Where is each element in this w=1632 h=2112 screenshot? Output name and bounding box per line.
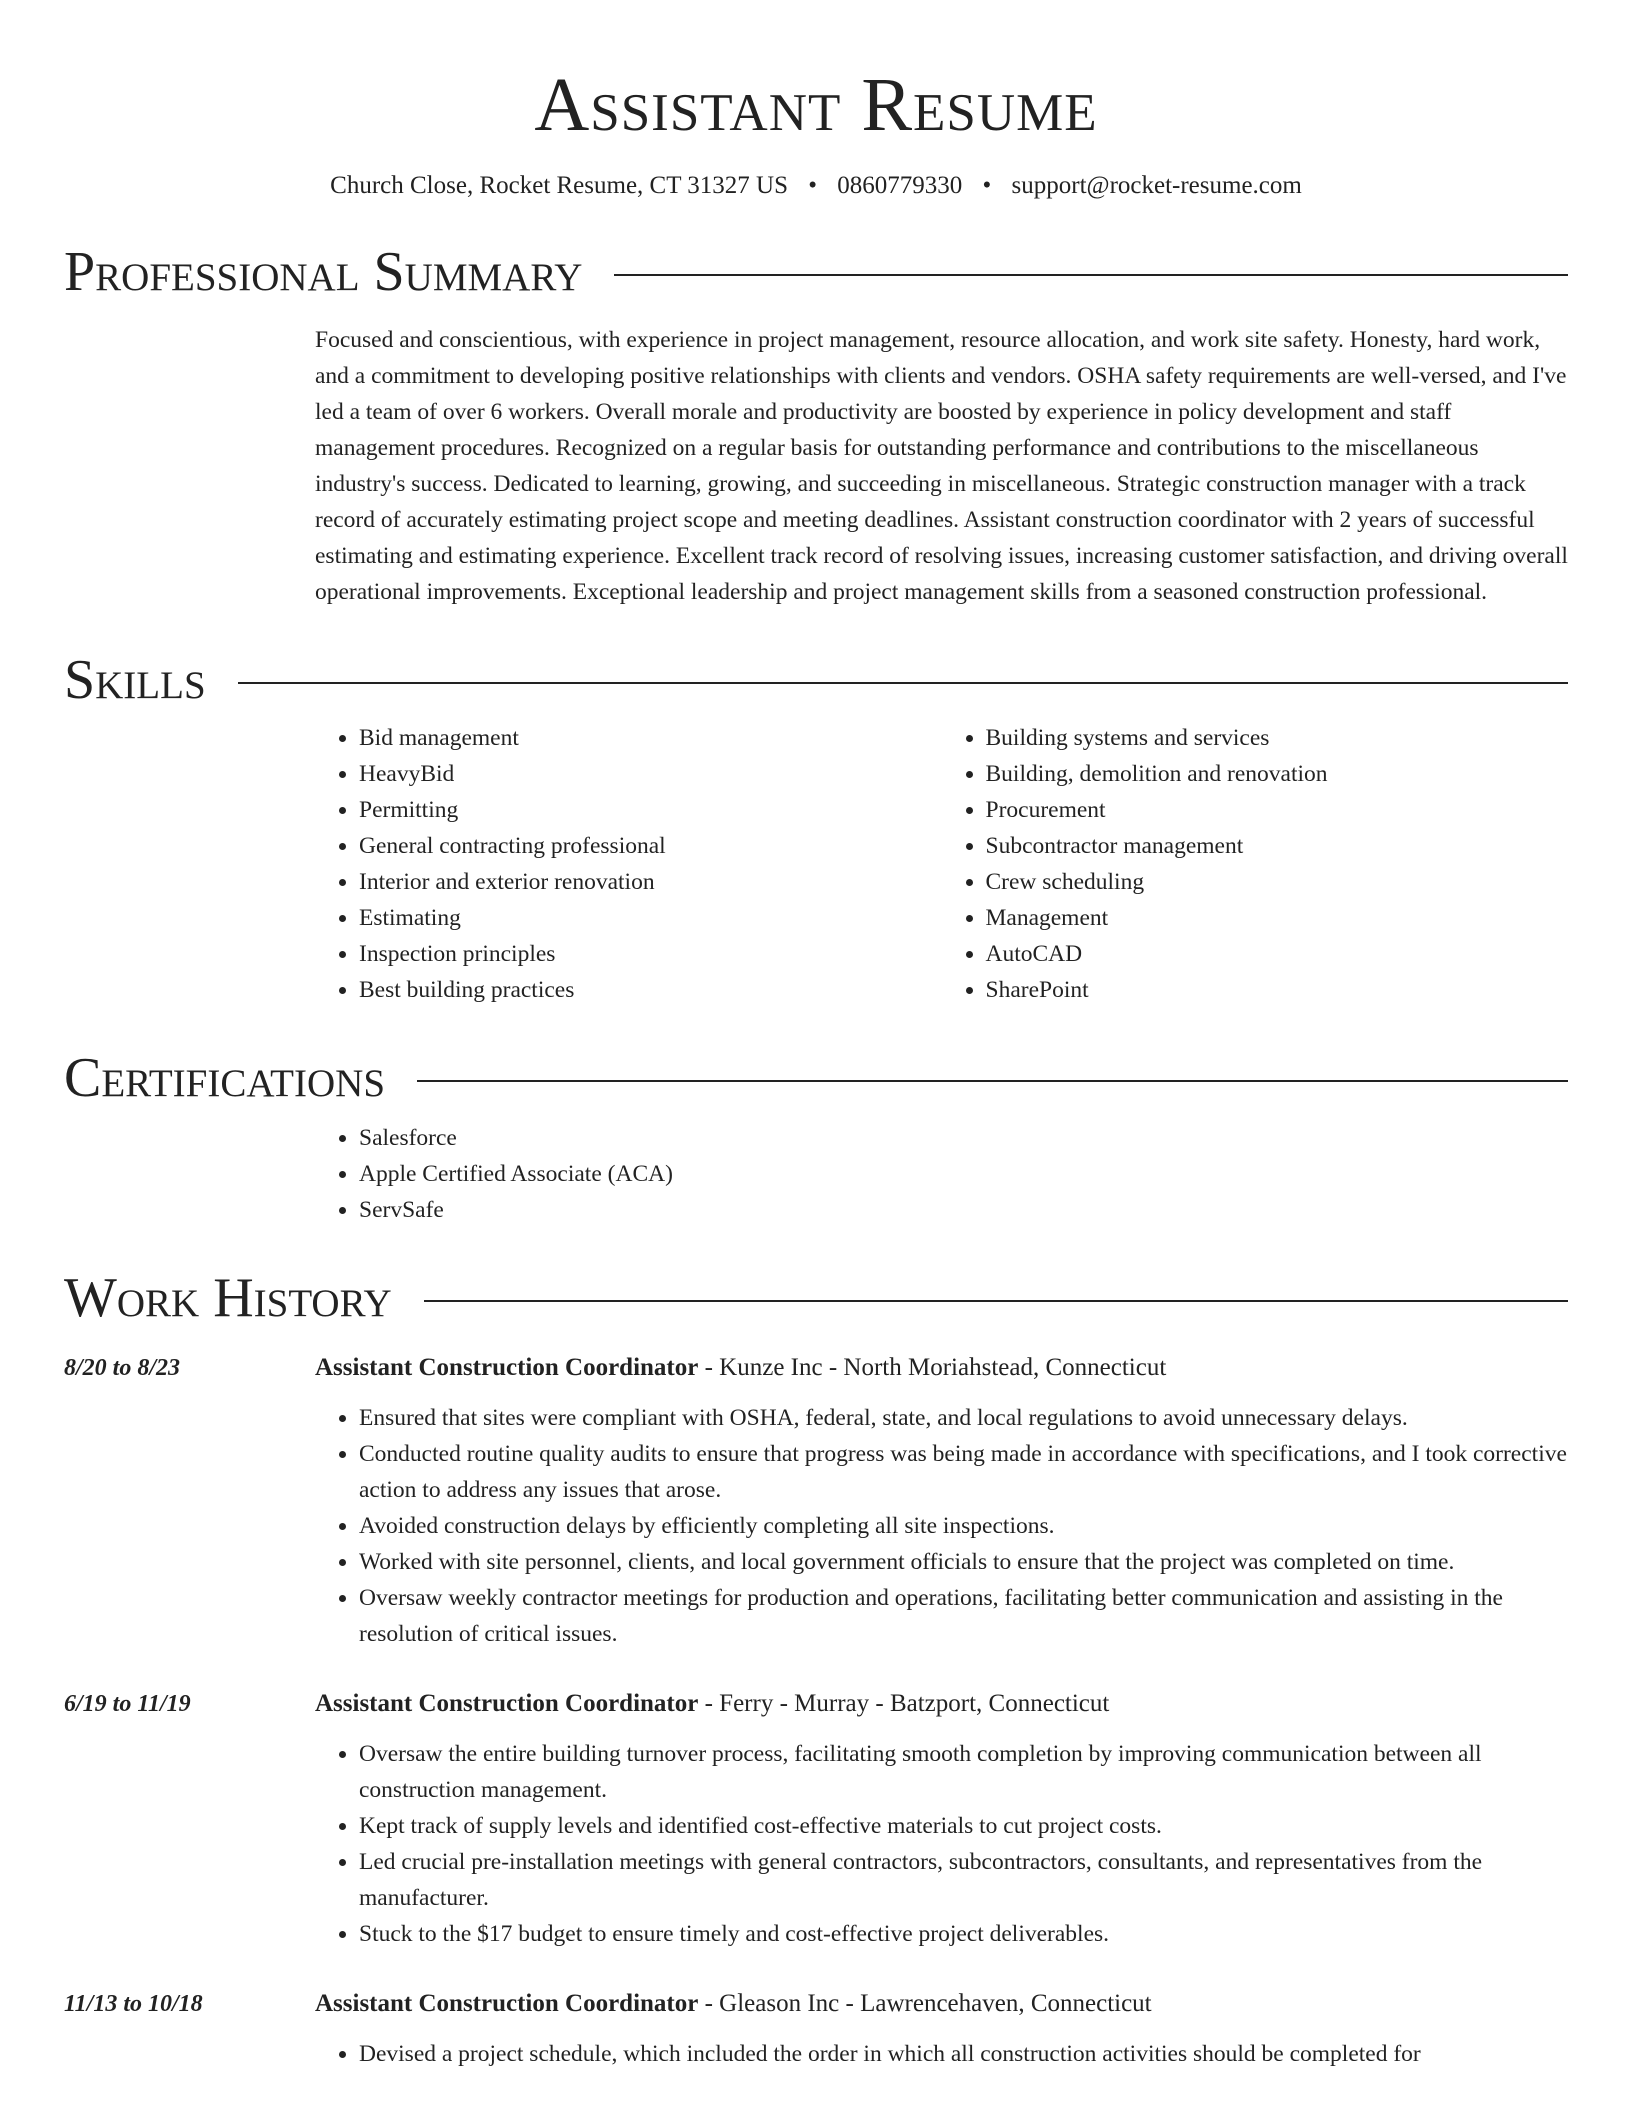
skill-item: • Procurement xyxy=(986,792,1569,828)
skill-item: • Bid management xyxy=(359,720,942,756)
job-dates: 11/13 to 10/18 xyxy=(64,1991,203,2017)
summary-title: Professional Summary xyxy=(64,241,583,303)
summary-text: Focused and conscientious, with experience in project management, resource allocation, and work site safety. Honesty, hard work, and a commitment to developing positive relationships with clients and vendors. OSHA safety requirements are well-versed, and I've led a team of over 6 workers. Overall morale and productivity are boosted by experience in policy development and staff management procedures. Recognized on a regular basis for outstanding performance and contributions to the miscellaneous industry's success. Dedicated to learning, growing, and succeeding in miscellaneous. Strategic construction manager with a track record of accurately estimating project scope and meeting deadlines. Assistant construction coordinator with 2 years of successful estimating and estimating experience. Excellent track record of resolving issues, increasing customer satisfaction, and driving overall operational improvements. Exceptional leadership and project management skills from a seasoned construction professional. xyxy=(315,327,1568,605)
contact-phone: 0860779330 xyxy=(837,172,963,199)
job-company-location: - Kunze Inc - North Moriahstead, Connecticut xyxy=(698,1354,1167,1381)
skill-item: • SharePoint xyxy=(986,972,1569,1008)
job-bullet: • Conducted routine quality audits to ensure that progress was being made in accordance with specifications, and I took corrective action to address any issues that arose. xyxy=(359,1436,1568,1508)
job-bullet: • Oversaw weekly contractor meetings for production and operations, facilitating better communication and assisting in the resolution of critical issues. xyxy=(359,1580,1568,1652)
skills-grid xyxy=(315,720,1568,1008)
skill-item: • HeavyBid xyxy=(359,756,942,792)
section-divider xyxy=(424,1300,1568,1302)
job-details xyxy=(315,1686,1568,1952)
job-company-location: - Gleason Inc - Lawrencehaven, Connecticut xyxy=(698,1990,1152,2017)
job-heading xyxy=(315,1350,1568,1386)
resume-header xyxy=(64,0,1568,202)
job-title: Assistant Construction Coordinator xyxy=(315,1354,699,1381)
job-bullet: • Ensured that sites were compliant with OSHA, federal, state, and local regulations to avoid unnecessary delays. xyxy=(359,1400,1568,1436)
job-details xyxy=(315,1986,1568,2072)
work-history-list xyxy=(64,1350,1568,2072)
job-entry xyxy=(64,1686,1568,1952)
certification-item: • Salesforce xyxy=(359,1120,1568,1156)
resume-name: Assistant Resume xyxy=(534,63,1098,147)
skill-item: • Best building practices xyxy=(359,972,942,1008)
certifications-title: Certifications xyxy=(64,1047,386,1109)
certification-item: • ServSafe xyxy=(359,1192,1568,1228)
contact-line xyxy=(64,170,1568,202)
job-heading xyxy=(315,1986,1568,2022)
job-bullets xyxy=(315,1736,1568,1952)
job-company-location: - Ferry - Murray - Batzport, Connecticut xyxy=(698,1690,1110,1717)
skill-item: • Building, demolition and renovation xyxy=(986,756,1569,792)
job-bullet: • Kept track of supply levels and identified cost-effective materials to cut project costs. xyxy=(359,1808,1568,1844)
certification-item: • Apple Certified Associate (ACA) xyxy=(359,1156,1568,1192)
job-details xyxy=(315,1350,1568,1652)
certifications-section xyxy=(315,1120,1568,1228)
job-bullet: • Worked with site personnel, clients, and local government officials to ensure that the project was completed on time. xyxy=(359,1544,1568,1580)
job-bullet: • Avoided construction delays by efficiently completing all site inspections. xyxy=(359,1508,1568,1544)
skill-item: • Subcontractor management xyxy=(986,828,1569,864)
skills-list-left xyxy=(315,720,942,1008)
job-bullets xyxy=(315,2036,1568,2072)
skills-list-right xyxy=(942,720,1569,1008)
skill-item: • Management xyxy=(986,900,1569,936)
contact-separator: • xyxy=(808,172,818,199)
summary-section xyxy=(315,322,1568,610)
section-divider xyxy=(417,1080,1568,1082)
skill-item: • Estimating xyxy=(359,900,942,936)
job-entry xyxy=(64,1350,1568,1652)
job-heading xyxy=(315,1686,1568,1722)
certifications-list xyxy=(315,1120,1568,1228)
resume-page xyxy=(64,0,1568,2072)
skill-item: • Inspection principles xyxy=(359,936,942,972)
job-dates: 6/19 to 11/19 xyxy=(64,1691,191,1717)
skill-item: • Permitting xyxy=(359,792,942,828)
job-entry xyxy=(64,1986,1568,2072)
section-divider xyxy=(614,274,1568,276)
section-divider xyxy=(238,682,1568,684)
skill-item: • Crew scheduling xyxy=(986,864,1569,900)
work-section-header xyxy=(64,1268,1568,1328)
skill-item: • Interior and exterior renovation xyxy=(359,864,942,900)
job-bullet: • Oversaw the entire building turnover process, facilitating smooth completion by improving communication between all construction management. xyxy=(359,1736,1568,1808)
work-title: Work History xyxy=(64,1267,392,1329)
job-title: Assistant Construction Coordinator xyxy=(315,1690,699,1717)
job-bullet: • Stuck to the $17 budget to ensure timely and cost-effective project deliverables. xyxy=(359,1916,1568,1952)
job-title: Assistant Construction Coordinator xyxy=(315,1990,699,2017)
skill-item: • Building systems and services xyxy=(986,720,1569,756)
job-dates: 8/20 to 8/23 xyxy=(64,1355,181,1381)
contact-email: support@rocket-resume.com xyxy=(1011,172,1302,199)
contact-separator: • xyxy=(982,172,992,199)
skill-item: • AutoCAD xyxy=(986,936,1569,972)
skills-title: Skills xyxy=(64,649,206,711)
skill-item: • General contracting professional xyxy=(359,828,942,864)
contact-address: Church Close, Rocket Resume, CT 31327 US xyxy=(330,172,789,199)
skills-section-header xyxy=(64,650,1568,710)
job-bullets xyxy=(315,1400,1568,1652)
certifications-section-header xyxy=(64,1048,1568,1108)
job-bullet: • Led crucial pre-installation meetings with general contractors, subcontractors, consultants, and representatives from the manufacturer. xyxy=(359,1844,1568,1916)
summary-section-header xyxy=(64,242,1568,302)
skills-section xyxy=(315,720,1568,1008)
job-bullet: • Devised a project schedule, which included the order in which all construction activities should be completed for xyxy=(359,2036,1568,2072)
